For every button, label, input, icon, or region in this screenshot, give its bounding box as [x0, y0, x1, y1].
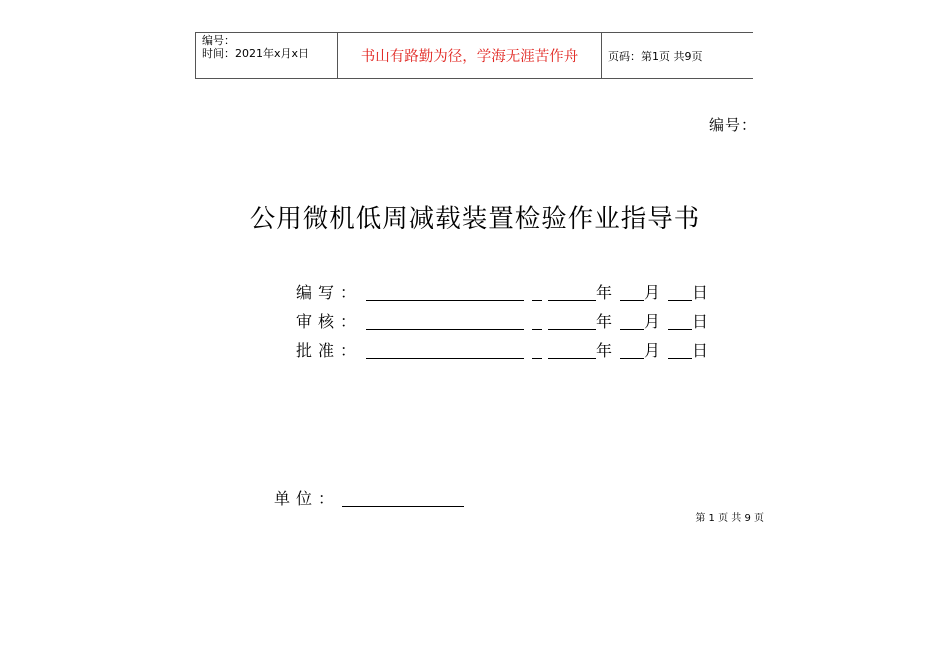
month-label: 月	[644, 312, 661, 331]
sign-label: 审核：	[296, 312, 363, 331]
sign-row-approver	[296, 340, 708, 362]
document-serial-label: 编号：	[708, 116, 757, 134]
blank-dash	[532, 284, 542, 301]
day-blank-line[interactable]	[668, 313, 692, 330]
header-serial-label: 编号：	[202, 34, 235, 47]
day-blank-line[interactable]	[668, 284, 692, 301]
name-blank-line[interactable]	[366, 342, 524, 359]
name-blank-line[interactable]	[366, 284, 524, 301]
day-label: 日	[692, 341, 709, 360]
unit-blank-line[interactable]	[342, 490, 464, 507]
month-label: 月	[644, 283, 661, 302]
year-blank-line[interactable]	[548, 342, 596, 359]
day-label: 日	[692, 283, 709, 302]
sign-row-author	[296, 282, 708, 304]
document-title: 公用微机低周减载装置检验作业指导书	[249, 204, 701, 234]
year-label: 年	[596, 283, 613, 302]
page-header	[195, 32, 753, 79]
header-page-info: 页码：第1页 共9页	[608, 49, 703, 63]
header-motto: 书山有路勤为径，学海无涯苦作舟	[338, 33, 602, 78]
header-time-label: 时间：2021年x月x日	[202, 47, 310, 60]
header-info-cell	[196, 33, 338, 78]
sign-label: 编写：	[296, 283, 363, 302]
unit-label: 单位：	[274, 489, 341, 508]
month-blank-line[interactable]	[620, 284, 644, 301]
month-blank-line[interactable]	[620, 313, 644, 330]
year-blank-line[interactable]	[548, 284, 596, 301]
day-label: 日	[692, 312, 709, 331]
name-blank-line[interactable]	[366, 313, 524, 330]
sign-label: 批准：	[296, 341, 363, 360]
day-blank-line[interactable]	[668, 342, 692, 359]
blank-dash	[532, 342, 542, 359]
footer-page-number: 第 1 页 共 9 页	[695, 513, 764, 524]
year-blank-line[interactable]	[548, 313, 596, 330]
month-label: 月	[644, 341, 661, 360]
blank-dash	[532, 313, 542, 330]
year-label: 年	[596, 312, 613, 331]
unit-row	[274, 488, 464, 510]
month-blank-line[interactable]	[620, 342, 644, 359]
year-label: 年	[596, 341, 613, 360]
sign-row-reviewer	[296, 311, 708, 333]
